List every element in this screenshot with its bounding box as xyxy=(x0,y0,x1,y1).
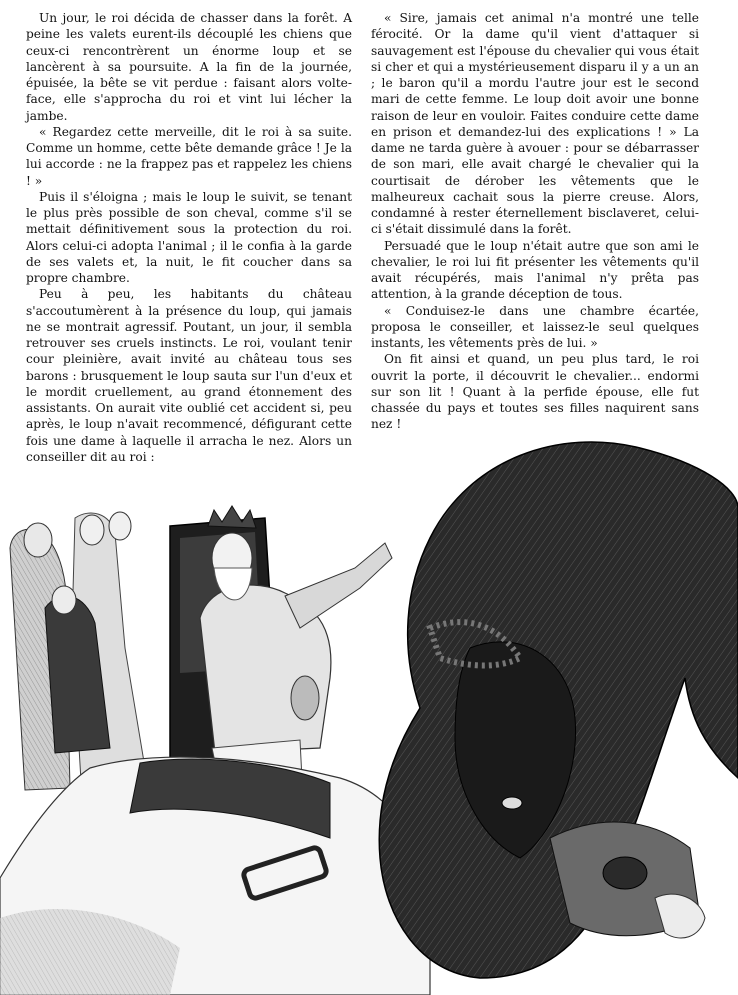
paragraph: « Conduisez-le dans une chambre écartée, proposa le conseiller, et laissez-le seul quelques instants, les vêtements près de lui. » xyxy=(371,303,699,350)
paragraph: « Sire, jamais cet animal n'a montré une telle férocité. Or la dame qu'il vient d'attaquer si sauvagement est l'épouse du chevalier qui vous était si cher et qui a mystérieusement disparu il y a un an ; le baron qu'il a mordu l'autre jour est le second mari de cette femme. Le loup doit avoir une bonne raison de leur en vouloir. Faites conduire cette dame en prison et demandez-lui des explications ! » La dame ne tarda guère à avouer : pour se débarrasser de son mari, elle avait chargé le chevalier qui la courtisait de dérober les vêtements que le malheureux cachait sous la pierre creuse. Alors, condamné à rester éternellement bisclaveret, celui-ci s'était dissimulé dans la forêt. xyxy=(371,11,699,237)
paragraph: Puis il s'éloigna ; mais le loup le suivit, se tenant le plus près possible de son cheval, comme s'il se mettait définitivement sous la protection du roi. Alors celui-ci adopta l'animal ; il le confia à la garde de ses valets et, la nuit, le fit coucher dans sa propre chambre. xyxy=(26,189,352,285)
paragraph: Persuadé que le loup n'était autre que son ami le chevalier, le roi lui fit présenter les vêtements qu'il avait récupérés, mais l'animal n'y prêta pas attention, à la grande déception de tous. xyxy=(371,238,699,302)
left-text-column xyxy=(26,10,352,465)
werewolf-illustration xyxy=(0,418,738,995)
paragraph: On fit ainsi et quand, un peu plus tard, le roi ouvrit la porte, il découvrit le chevalier... endormi sur son lit ! Quant à la perfide épouse, elle fut chassée du pays et toutes ses filles naquirent sans nez ! xyxy=(371,352,699,432)
courtier-group xyxy=(10,512,150,798)
paragraph: Un jour, le roi décida de chasser dans la forêt. A peine les valets eurent-ils découplé les chiens que ceux-ci rencontrèrent un énorme loup et se lancèrent à sa poursuite. A la fin de la journée, épuisée, la bête se vit perdue : faisant alors volte-face, elle s'approcha du roi et vint lui lécher la jambe. xyxy=(26,11,352,123)
right-text-column xyxy=(371,10,699,433)
paragraph: « Regardez cette merveille, dit le roi à sa suite. Comme un homme, cette bête demande grâce ! Je la lui accorde : ne la frappez pas et rappelez les chiens ! » xyxy=(26,124,352,188)
werewolf-figure xyxy=(379,442,738,978)
paragraph: Peu à peu, les habitants du château s'accoutumèrent à la présence du loup, qui jamais ne se montrait agressif. Poutant, un jour, il sembla retrouver ses cruels instincts. Le roi, voulant tenir cour pleinière, avait invité au château tous ses barons : brusquement le loup sauta sur l'un d'eux et le mordit cruellement, au grand étonnement des assistants. On aurait vite oublié cet accident si, peu après, le loup n'avait recommencé, défigurant cette fois une dame à laquelle il arracha le nez. Alors un conseiller dit au roi : xyxy=(26,287,352,464)
fur-cloak xyxy=(0,757,430,995)
